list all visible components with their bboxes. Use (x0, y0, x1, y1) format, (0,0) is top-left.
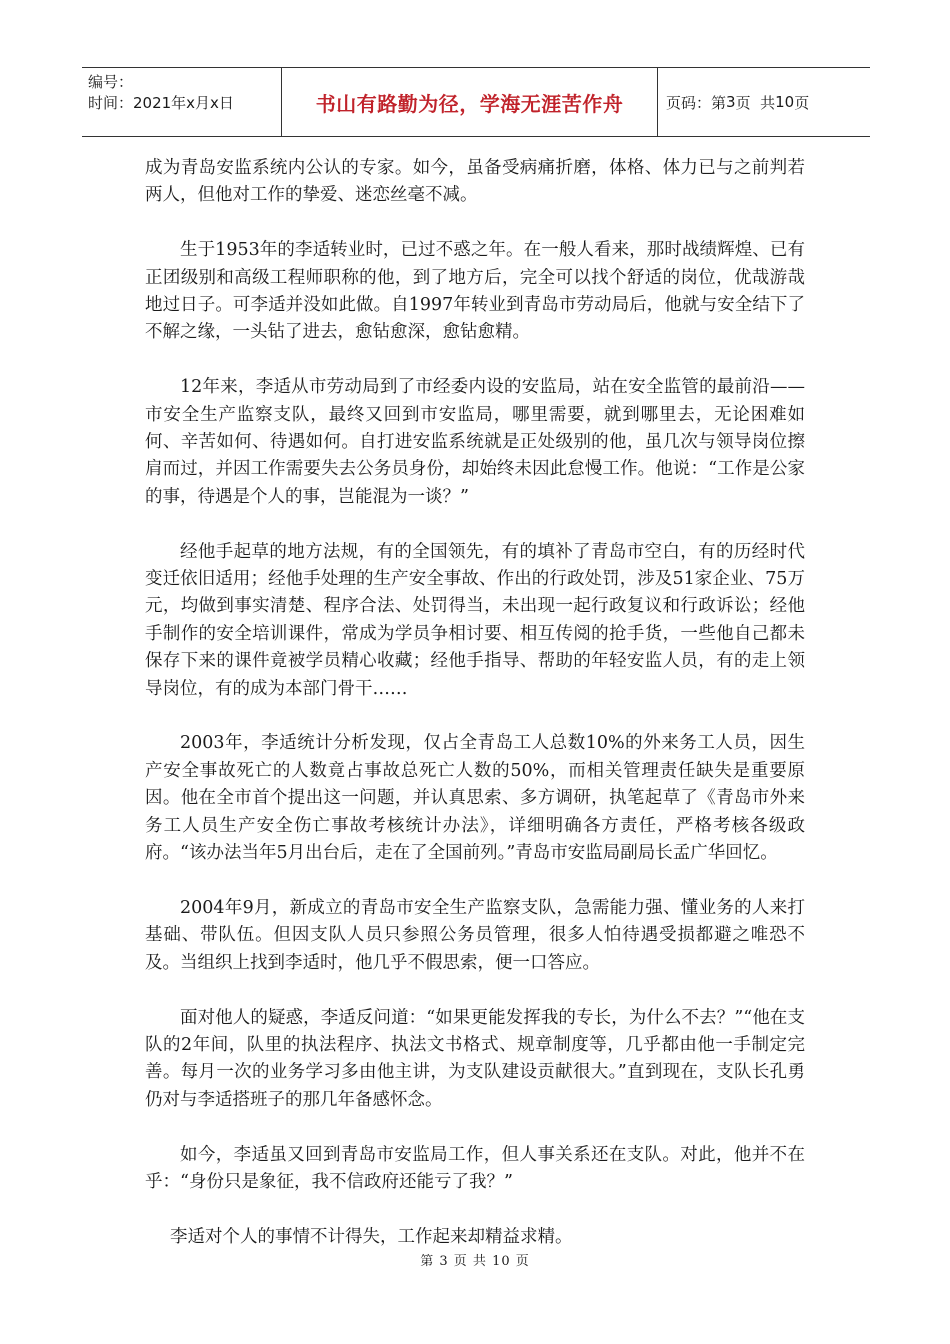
paragraph: 如今，李适虽又回到青岛市安监局工作，但人事关系还在支队。对此，他并不在乎：“身份只是象征，我不信政府还能亏了我？” (145, 1144, 805, 1192)
paragraph: 生于1953年的李适转业时，已过不惑之年。在一般人看来，那时战绩辉煌、已有正团级别和高级工程师职称的他，到了地方后，完全可以找个舒适的岗位，优哉游哉地过日子。可李适并没如此做。自1997年转业到青岛市劳动局后，他就与安全结下了不解之缘，一头钻了进去，愈钻愈深，愈钻愈精。 (145, 240, 805, 343)
paragraph: 李适对个人的事情不计得失，工作起来却精益求精。 (170, 1226, 573, 1247)
header-page-suffix: 页 (794, 93, 810, 112)
footer-page-mid: 页 共 (453, 1254, 487, 1269)
paragraph: 2003年，李适统计分析发现，仅占全青岛工人总数10%的外来务工人员，因生产安全事故死亡的人数竟占事故总死亡人数的50%，而相关管理责任缺失是重要原因。他在全市首个提出这一问题，并认真思索、多方调研，执笔起草了《青岛市外来务工人员生产安全伤亡事故考核统计办法》，详细明确各方责任，严格考核各级政府。“该办法当年5月出台后，走在了全国前列。”青岛市安监局副局长孟广华回忆。 (145, 733, 805, 864)
footer-page-total: 10 (492, 1254, 511, 1269)
header-page-total: 10 (775, 93, 795, 111)
header-motto-cell (282, 68, 658, 136)
footer-page-suffix: 页 (515, 1254, 530, 1269)
page-header (82, 67, 870, 137)
footer-page-prefix: 第 (420, 1254, 435, 1269)
footer-page-current: 3 (439, 1254, 449, 1269)
paragraph: 2004年9月，新成立的青岛市安全生产监察支队，急需能力强、懂业务的人来打基础、带队伍。但因支队人员只参照公务员管理，很多人怕待遇受损都避之唯恐不及。当组织上找到李适时，他几乎不假思索，便一口答应。 (145, 897, 805, 973)
header-page-prefix: 页码：第 (666, 93, 727, 112)
header-page-cell (658, 68, 870, 136)
header-meta-cell (82, 68, 282, 136)
document-time-label: 时间：2021年x月x日 (88, 94, 234, 112)
header-page-mid: 页 共 (735, 93, 776, 112)
header-page-current: 3 (726, 93, 736, 111)
paragraph: 12年来，李适从市劳动局到了市经委内设的安监局，站在安全监管的最前沿——市安全生产监察支队，最终又回到市安监局，哪里需要，就到哪里去，无论困难如何、辛苦如何、待遇如何。自打进安监系统就是正处级别的他，虽几次与领导岗位擦肩而过，并因工作需要失去公务员身份，却始终未因此怠慢工作。他说：“工作是公家的事，待遇是个人的事，岂能混为一谈？” (145, 377, 805, 507)
paragraph: 经他手起草的地方法规，有的全国领先，有的填补了青岛市空白，有的历经时代变迁依旧适用；经他手处理的生产安全事故、作出的行政处罚，涉及51家企业、75万元，均做到事实清楚、程序合法、处罚得当，未出现一起行政复议和行政诉讼；经他手制作的安全培训课件，常成为学员争相讨要、相互传阅的抢手货，一些他自己都未保存下来的课件竟被学员精心收藏；经他手指导、帮助的年轻安监人员，有的走上领导岗位，有的成为本部门骨干…… (145, 541, 805, 699)
page-footer (0, 1250, 950, 1269)
paragraph: 成为青岛安监系统内公认的专家。如今，虽备受病痛折磨，体格、体力已与之前判若两人，但他对工作的挚爱、迷恋丝毫不减。 (145, 158, 805, 206)
paragraph: 面对他人的疑惑，李适反问道：“如果更能发挥我的专长，为什么不去？”“他在支队的2年间，队里的执法程序、执法文书格式、规章制度等，几乎都由他一手制定完善。每月一次的业务学习多由他主讲，为支队建设贡献很大。”直到现在，支队长孔勇仍对与李适搭班子的那几年备感怀念。 (145, 1007, 805, 1110)
article-body (145, 155, 805, 1279)
document-number-label: 编号： (88, 73, 134, 91)
header-motto: 书山有路勤为径，学海无涯苦作舟 (315, 91, 624, 116)
